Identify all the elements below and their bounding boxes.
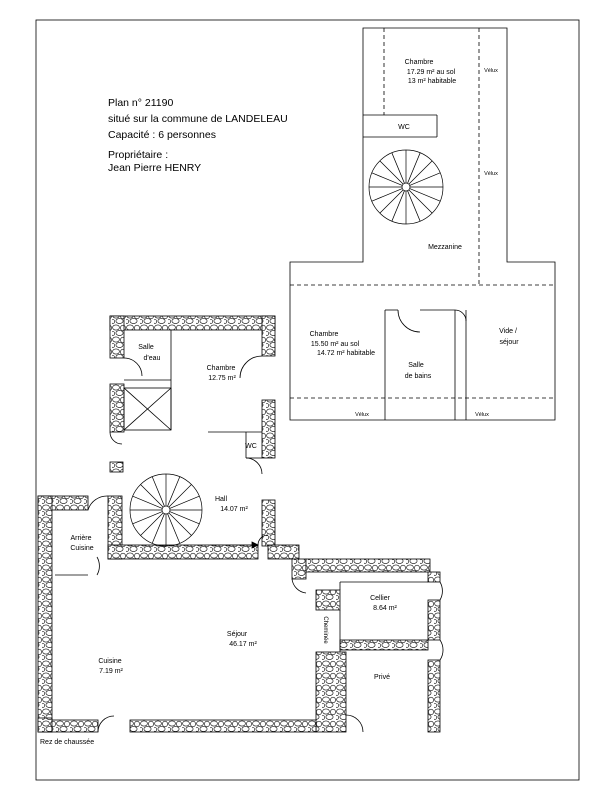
room-label-salle-eau: Salle d'eau — [138, 344, 161, 362]
room-label-wc-haut: WC — [398, 124, 410, 131]
velux-label: Vélux — [475, 412, 489, 418]
room-label-cuisine: Cuisine 7.19 m² — [98, 658, 123, 675]
room-label-chambre-haut-2: Chambre 15.50 m² au sol 14.72 m² habitable — [309, 331, 375, 357]
capacity-line: Capacité : 6 personnes — [108, 129, 216, 141]
room-label-cellier: Cellier 8.64 m² — [370, 595, 397, 612]
velux-label: Vélux — [484, 171, 498, 177]
door-swing — [455, 310, 466, 321]
commune-line: situé sur la commune de LANDELEAU — [108, 113, 288, 125]
room-label-vide-sejour: Vide / séjour — [499, 328, 519, 346]
spiral-staircase-ground — [130, 474, 202, 546]
room-label-chambre-haut-1: Chambre 17.29 m² au sol 13 m² habitable — [404, 59, 457, 85]
velux-label: Vélux — [484, 68, 498, 74]
room-label-mezzanine: Mezzanine — [428, 244, 462, 251]
plan-number: Plan n° 21190 — [108, 97, 174, 109]
velux-label: Vélux — [355, 412, 369, 418]
ground-floor-caption: Rez de chaussée — [40, 739, 95, 746]
spiral-staircase-upper — [369, 150, 443, 224]
door-swing — [398, 310, 420, 332]
owner-name: Jean Pierre HENRY — [108, 162, 202, 174]
room-label-prive: Privé — [374, 674, 390, 681]
room-label-cheminee: Cheminée — [322, 616, 328, 644]
room-label-arriere-cuisine: Arrière Cuisine — [70, 535, 94, 552]
room-label-chambre-rdc: Chambre 12.75 m² — [206, 365, 236, 382]
room-label-salle-bains: Salle de bains — [404, 362, 432, 380]
room-label-sejour: Séjour 46.17 m² — [226, 631, 257, 648]
room-label-hall: Hall 14.07 m² — [214, 496, 248, 513]
room-label-wc-rdc: WC — [245, 443, 257, 450]
owner-label: Propriétaire : — [108, 149, 169, 161]
